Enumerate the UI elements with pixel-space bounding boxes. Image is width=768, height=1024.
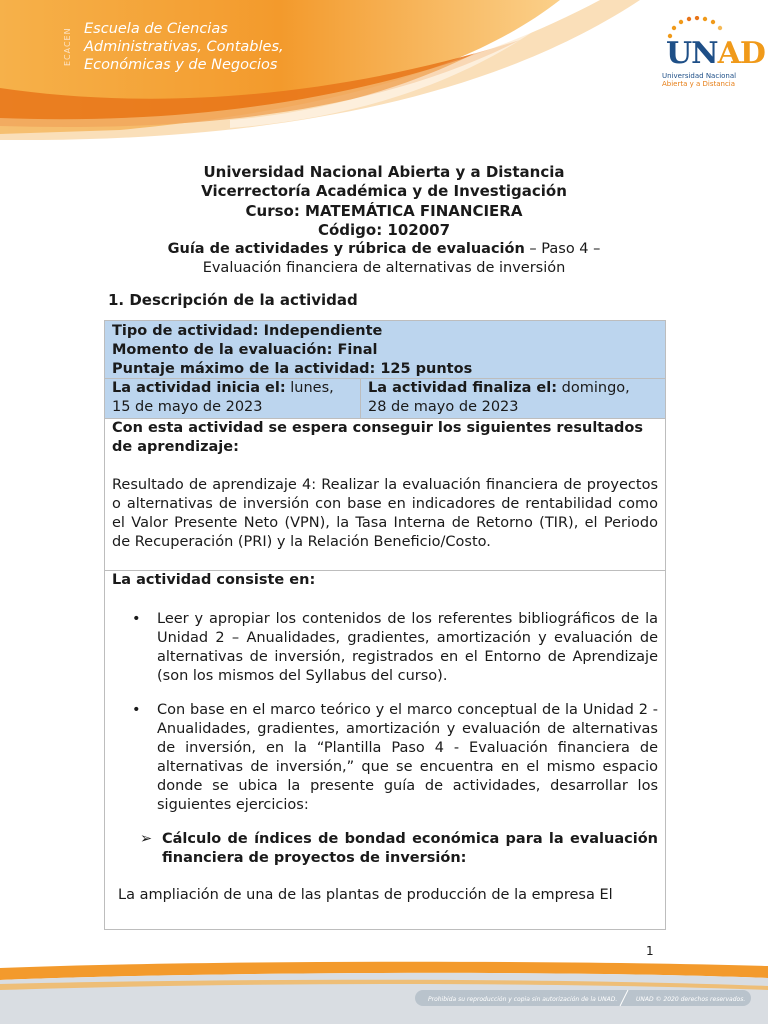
section-heading: 1. Descripción de la actividad bbox=[108, 291, 358, 309]
learning-results-heading: Con esta actividad se espera conseguir los siguientes resultados de aprendizaje: bbox=[112, 420, 643, 455]
header-banner bbox=[0, 0, 768, 140]
list-item-text: Leer y apropiar los contenidos de los referentes bibliográficos de la Unidad 2 – Anualidades, gradientes, amortización y evaluación de alternativas de inversión, registrados en el Entorno de Aprendizaje (son los mismos del Syllabus del curso). bbox=[157, 611, 658, 684]
bullet-icon: • bbox=[132, 611, 141, 627]
end-date: 28 de mayo de 2023 bbox=[368, 399, 519, 415]
end-day: domingo, bbox=[557, 380, 630, 396]
start-day: lunes, bbox=[285, 380, 334, 396]
bullet-icon: • bbox=[132, 702, 141, 718]
course-title: Curso: MATEMÁTICA FINANCIERA bbox=[245, 201, 523, 220]
footer-copyright-notice: Prohibida su reproducción y copia sin autorización de la UNAD. bbox=[428, 996, 618, 1003]
page-number: 1 bbox=[646, 944, 654, 958]
logo-subtitle bbox=[662, 72, 736, 88]
logo-line: Abierta y a Distancia bbox=[662, 80, 736, 88]
activity-type: Tipo de actividad: Independiente bbox=[112, 323, 383, 339]
start-label: La actividad inicia el: bbox=[112, 380, 286, 396]
activity-consists-heading: La actividad consiste en: bbox=[112, 572, 316, 588]
guide-title-bold: Guía de actividades y rúbrica de evaluación bbox=[167, 241, 525, 258]
evaluation-moment: Momento de la evaluación: Final bbox=[112, 342, 378, 358]
start-date: 15 de mayo de 2023 bbox=[112, 399, 263, 415]
document-titles bbox=[0, 163, 768, 279]
list-item bbox=[112, 701, 658, 815]
guide-subtitle: Evaluación financiera de alternativas de inversión bbox=[202, 260, 566, 277]
end-label: La actividad finaliza el: bbox=[368, 380, 558, 396]
logo-word-main: UN bbox=[666, 36, 718, 71]
course-code: Código: 102007 bbox=[317, 220, 451, 239]
footer-graphic bbox=[0, 960, 768, 1024]
guide-title-step: – Paso 4 – bbox=[524, 241, 601, 258]
activity-table bbox=[104, 320, 666, 930]
school-line: Económicas y de Negocios bbox=[84, 57, 278, 73]
activity-bullet-list bbox=[112, 610, 658, 815]
school-line: Administrativas, Contables, bbox=[84, 39, 284, 55]
logo-wordmark bbox=[666, 36, 765, 71]
guide-title bbox=[0, 240, 768, 259]
activity-consists-row bbox=[105, 571, 665, 929]
exercise-intro-text: La ampliación de una de las plantas de producción de la empresa El bbox=[118, 887, 613, 903]
school-name bbox=[84, 20, 344, 74]
dates-row bbox=[105, 379, 665, 419]
unad-logo bbox=[660, 16, 765, 88]
ecacen-vertical-label: ECACEN bbox=[63, 27, 72, 67]
end-date-cell bbox=[361, 379, 665, 419]
school-line: Escuela de Ciencias bbox=[84, 21, 228, 37]
exercise-heading-text: Cálculo de índices de bondad económica para la evaluación financiera de proyectos de inversión: bbox=[162, 831, 658, 866]
activity-info-row bbox=[105, 321, 665, 379]
arrow-icon: ➢ bbox=[140, 831, 153, 847]
learning-result-text: Resultado de aprendizaje 4: Realizar la evaluación financiera de proyectos o alternativas de inversión con base en indicadores de rentabilidad como el Valor Presente Neto (VPN), la Tasa Interna de Retorno (TIR), el Periodo de Recuperación (PRI) y la Relación Beneficio/Costo. bbox=[112, 477, 658, 550]
university-title: Universidad Nacional Abierta y a Distancia bbox=[203, 163, 565, 181]
learning-results-row bbox=[105, 419, 665, 571]
max-score: Puntaje máximo de la actividad: 125 puntos bbox=[112, 361, 473, 377]
start-date-cell bbox=[105, 379, 361, 419]
vicerrectoria-title: Vicerrectoría Académica y de Investigación bbox=[201, 182, 567, 201]
logo-line: Universidad Nacional bbox=[662, 72, 737, 80]
exercise-heading bbox=[112, 830, 658, 868]
footer-rights: UNAD © 2020 derechos reservados. bbox=[636, 996, 746, 1003]
logo-word-accent: AD bbox=[717, 36, 765, 71]
footer-banner bbox=[0, 960, 768, 1024]
list-item bbox=[112, 610, 658, 686]
list-item-text: Con base en el marco teórico y el marco conceptual de la Unidad 2 - Anualidades, gradientes, amortización y evaluación de alternativas de inversión, en la “Plantilla Paso 4 - Evaluación financiera de alternativas de inversión,” que se encuentra en el mismo espacio donde se ubica la presente guía de actividades, desarrollar los siguientes ejercicios: bbox=[157, 702, 658, 813]
